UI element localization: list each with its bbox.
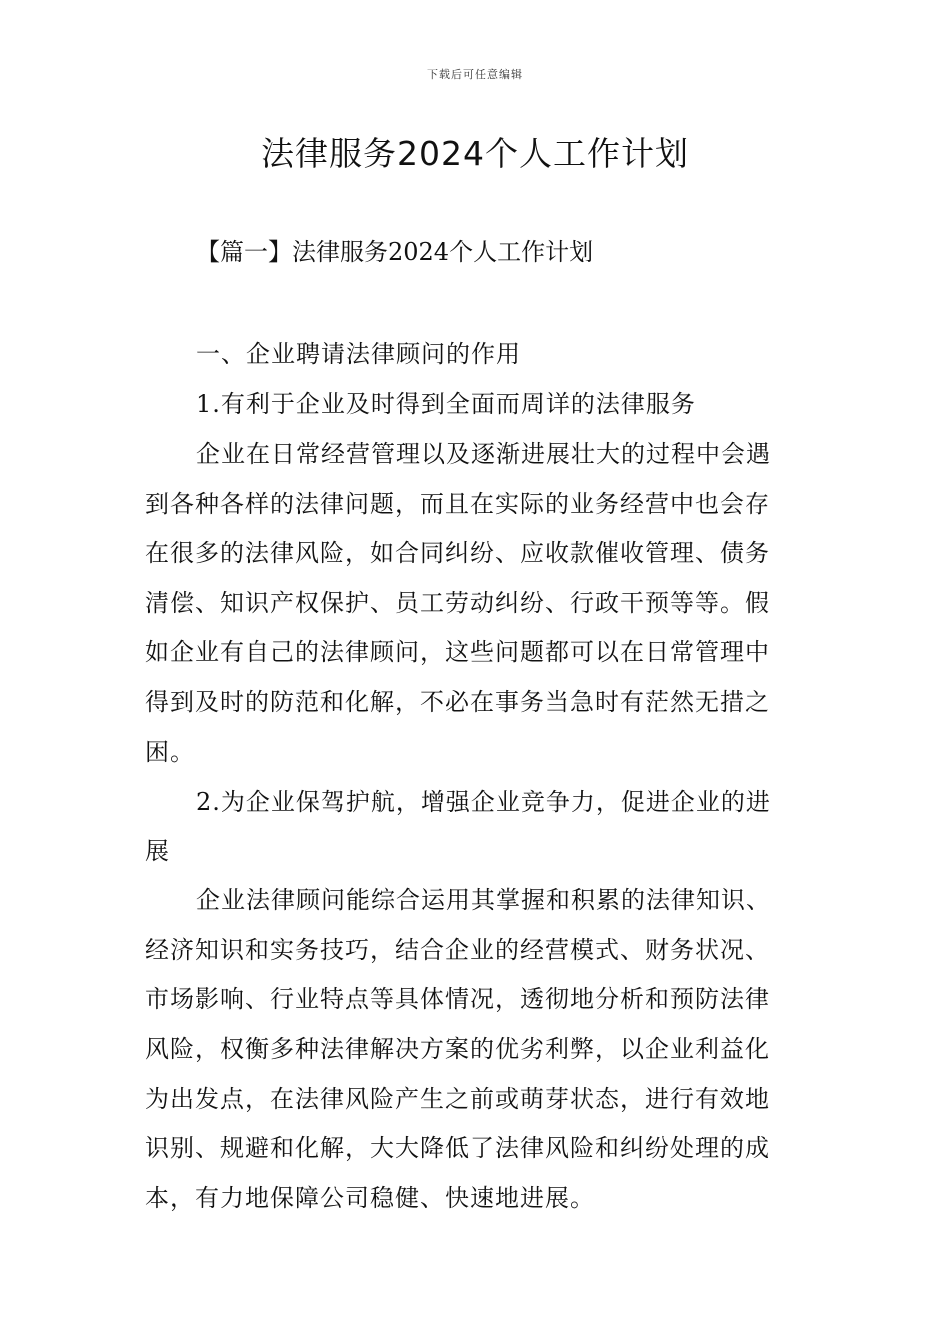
para2-line: 本，有力地保障公司稳健、快速地进展。 (145, 1184, 595, 1212)
header-note: 下载后可任意编辑 (427, 68, 523, 81)
para2-line: 为出发点，在法律风险产生之前或萌芽状态，进行有效地 (145, 1085, 770, 1113)
para1-line: 得到及时的防范和化解，不必在事务当急时有茫然无措之 (145, 688, 770, 716)
para1-line: 企业在日常经营管理以及逐渐进展壮大的过程中会遇 (196, 440, 771, 468)
para1-line: 如企业有自己的法律顾问，这些问题都可以在日常管理中 (145, 638, 770, 666)
para1-line: 困。 (145, 738, 195, 766)
para2-line: 经济知识和实务技巧，结合企业的经营模式、财务状况、 (145, 936, 770, 964)
point2-heading: 2.为企业保驾护航，增强企业竞争力，促进企业的进 (196, 788, 771, 816)
para1-line: 到各种各样的法律问题，而且在实际的业务经营中也会存 (145, 490, 770, 518)
document-title: 法律服务2024个人工作计划 (261, 134, 689, 173)
point1-heading: 1.有利于企业及时得到全面而周详的法律服务 (196, 390, 696, 418)
section-subtitle: 【篇一】法律服务2024个人工作计划 (196, 238, 594, 266)
point2-heading-cont: 展 (145, 837, 170, 865)
para2-line: 风险，权衡多种法律解决方案的优劣利弊，以企业利益化 (145, 1035, 770, 1063)
para2-line: 市场影响、行业特点等具体情况，透彻地分析和预防法律 (145, 985, 770, 1013)
para2-line: 企业法律顾问能综合运用其掌握和积累的法律知识、 (196, 886, 771, 914)
para2-line: 识别、规避和化解，大大降低了法律风险和纠纷处理的成 (145, 1134, 770, 1162)
section-heading: 一、企业聘请法律顾问的作用 (196, 340, 521, 368)
para1-line: 清偿、知识产权保护、员工劳动纠纷、行政干预等等。假 (145, 589, 770, 617)
para1-line: 在很多的法律风险，如合同纠纷、应收款催收管理、债务 (145, 539, 770, 567)
